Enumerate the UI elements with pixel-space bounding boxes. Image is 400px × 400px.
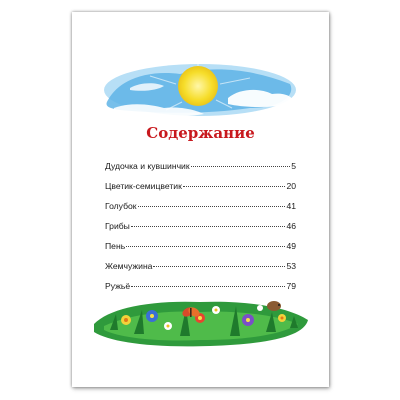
toc-page-number: 79 <box>286 281 296 291</box>
sun-icon <box>178 66 218 106</box>
book-page <box>72 12 329 387</box>
toc-title: Ружьё <box>105 281 131 291</box>
dot-leader <box>131 226 286 227</box>
toc-title: Дудочка и кувшинчик <box>105 161 190 171</box>
toc-entry[interactable] <box>105 261 296 281</box>
toc-entry[interactable] <box>105 201 296 221</box>
flower-meadow-illustration <box>90 290 312 348</box>
toc-title: Грибы <box>105 221 130 231</box>
toc-entry[interactable] <box>105 161 296 181</box>
dot-leader <box>126 246 285 247</box>
table-of-contents <box>105 161 296 301</box>
toc-page-number: 20 <box>286 181 296 191</box>
toc-title: Жемчужина <box>105 261 153 271</box>
toc-page-number: 46 <box>286 221 296 231</box>
toc-page-number: 41 <box>286 201 296 211</box>
sun-and-clouds-illustration <box>100 48 300 128</box>
dot-leader <box>153 266 285 267</box>
contents-heading: Содержание <box>146 124 255 142</box>
toc-entry[interactable] <box>105 181 296 201</box>
toc-entry[interactable] <box>105 241 296 261</box>
toc-page-number: 49 <box>286 241 296 251</box>
dot-leader <box>183 186 286 187</box>
dot-leader <box>138 206 286 207</box>
hedgehog-icon <box>267 301 281 311</box>
dot-leader <box>191 166 291 167</box>
toc-title: Пень <box>105 241 126 251</box>
toc-title: Голубок <box>105 201 137 211</box>
toc-page-number: 5 <box>291 161 296 171</box>
toc-page-number: 53 <box>286 261 296 271</box>
toc-entry[interactable] <box>105 221 296 241</box>
dot-leader <box>131 286 285 287</box>
toc-title: Цветик-семицветик <box>105 181 182 191</box>
